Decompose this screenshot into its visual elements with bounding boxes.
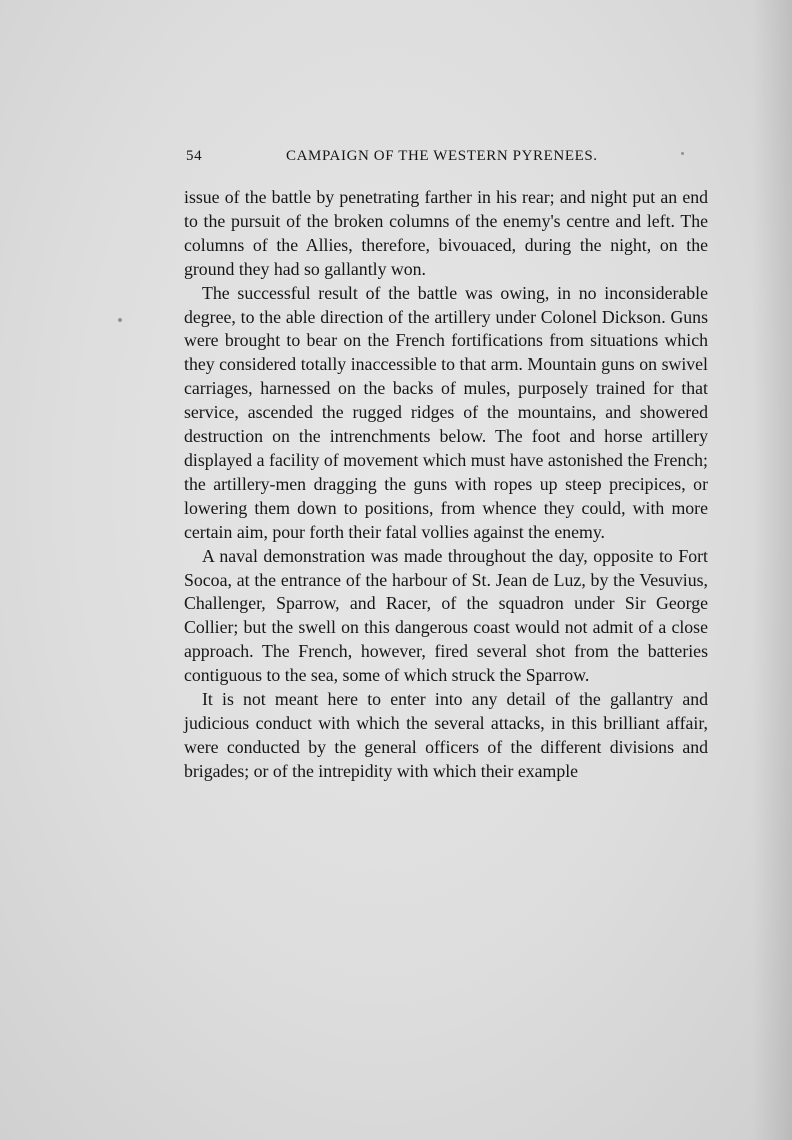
body-text (184, 186, 708, 784)
dust-speck (681, 152, 684, 155)
running-head: CAMPAIGN OF THE WESTERN PYRENEES. (286, 148, 598, 164)
page-number: 54 (186, 148, 203, 164)
page-header (186, 144, 612, 170)
dust-speck (118, 318, 122, 322)
paragraph-naval: A naval demonstration was made throughout the day, opposite to Fort Socoa, at the entrance of the harbour of St. Jean de Luz, by the Vesuvius, Challenger, Sparrow, and Racer, of the squadron under Sir George Collier; but the swell on this dangerous coast would not admit of a close approach. The French, however, fired several shot from the batteries contiguous to the sea, some of which struck the Sparrow. (184, 545, 708, 686)
paragraph-artillery: The successful result of the battle was owing, in no inconsiderable degree, to the able direction of the artillery under Colonel Dickson. Guns were brought to bear on the French fortifications from situations which they considered totally inaccessible to that arm. Mountain guns on swivel carriages, harnessed on the backs of mules, purposely trained for that service, ascended the rugged ridges of the mountains, and showered destruction on the intrenchments below. The foot and horse artillery displayed a facility of movement which must have astonished the French; the artillery-men dragging the guns with ropes up steep precipices, or lowering them down to positions, from whence they could, with more certain aim, pour forth their fatal vollies against the enemy. (184, 282, 708, 542)
paragraph-continued: issue of the battle by penetrating farther in his rear; and night put an end to the pursuit of the broken columns of the enemy's centre and left. The columns of the Allies, therefore, bivouaced, during the night, on the ground they had so gallantly won. (184, 187, 708, 279)
paragraph-conduct: It is not meant here to enter into any detail of the gallantry and judicious conduct with which the several attacks, in this brilliant affair, were conducted by the general officers of the different divisions and brigades; or of the intrepidity with which their example (184, 689, 708, 781)
page-edge-shadow (752, 0, 792, 1140)
